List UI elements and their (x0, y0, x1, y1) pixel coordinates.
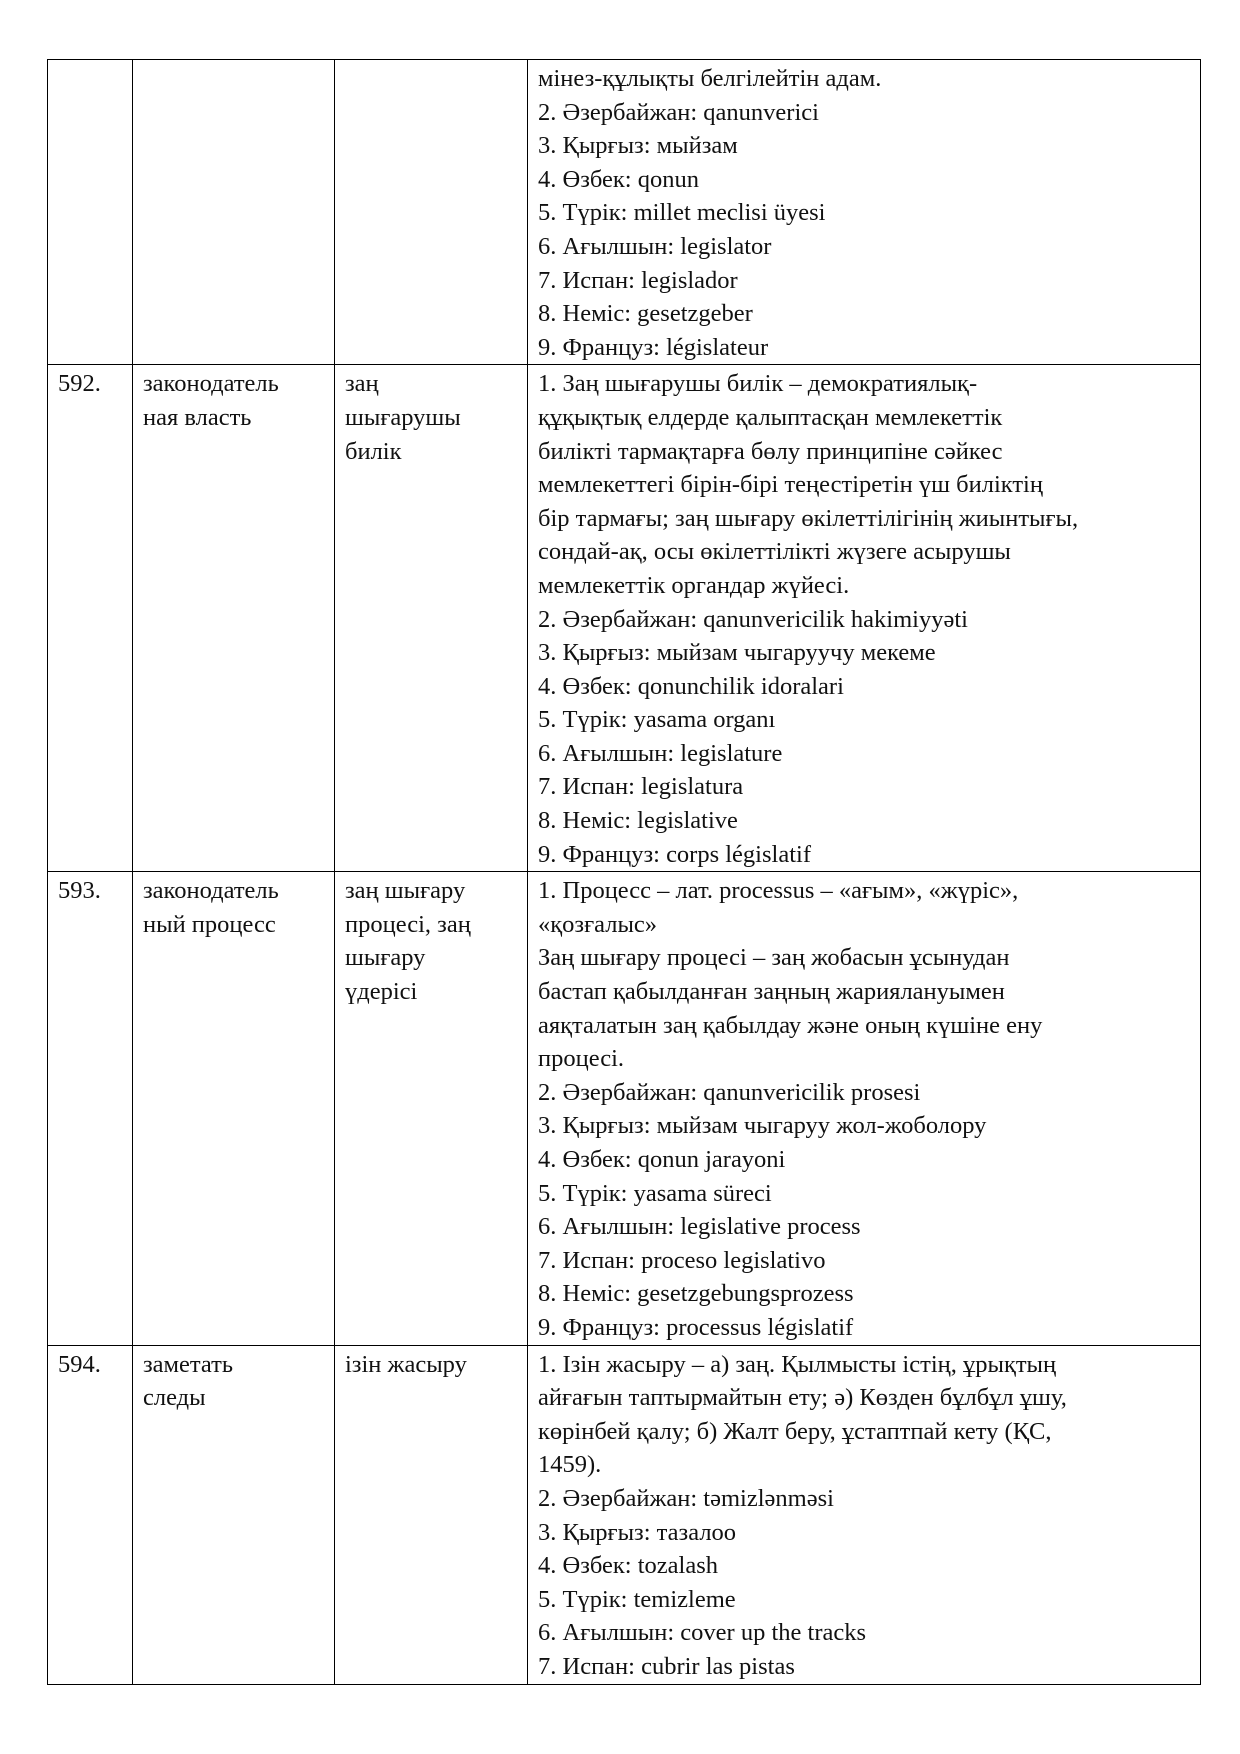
kazakh-term-line: ізін жасыру (345, 1350, 467, 1378)
definition-line: 4. Өзбек: qonun (538, 165, 699, 193)
definition-line: 2. Әзербайжан: qanunverici (538, 98, 819, 126)
dictionary-table (47, 59, 1201, 1685)
definition-cell (528, 365, 1201, 872)
definition-line: мемлекеттік органдар жүйесі. (538, 571, 850, 599)
definition-line: бір тармағы; заң шығару өкілеттілігінің жиынтығы, (538, 504, 1079, 532)
definition-line: аяқталатын заң қабылдау және оның күшіне ену (538, 1011, 1043, 1039)
entry-number-cell (48, 365, 133, 872)
entry-number: 594. (58, 1350, 101, 1378)
definition-line: 8. Неміс: legislative (538, 807, 738, 835)
entry-number-cell (48, 872, 133, 1345)
definition-line: 3. Қырғыз: тазалоо (538, 1518, 737, 1546)
definition-line: 6. Ағылшын: legislator (538, 232, 772, 260)
kazakh-term-cell (335, 60, 528, 365)
definition-line: 4. Өзбек: tozalash (538, 1552, 718, 1580)
definition-line: мінез-құлықты белгілейтін адам. (538, 65, 882, 92)
russian-term-line: ный процесс (143, 910, 276, 938)
dictionary-table-body (48, 60, 1201, 1685)
definition-line: бастап қабылданған заңның жариялануымен (538, 978, 1005, 1006)
definition-line: 1459). (538, 1451, 602, 1479)
definition-cell (528, 1345, 1201, 1684)
table-row (48, 60, 1201, 365)
entry-number: 593. (58, 877, 101, 905)
definition-line: 2. Әзербайжан: qanunvericilik prosesi (538, 1078, 921, 1106)
definition-line: мемлекеттегі бірін-бірі теңестіретін үш биліктің (538, 471, 1043, 499)
definition-line: 1. Ізін жасыру – а) заң. Қылмысты істің, ұрықтың (538, 1350, 1057, 1378)
definition-line: 1. Заң шығарушы билік – демократиялық- (538, 370, 978, 398)
kazakh-term-line: процесі, заң (345, 910, 471, 938)
definition-line: 9. Француз: corps législatif (538, 840, 811, 868)
kazakh-term-cell (335, 872, 528, 1345)
russian-term-cell (133, 1345, 335, 1684)
table-row (48, 872, 1201, 1345)
entry-number: 592. (58, 370, 101, 398)
definition-line: 5. Түрік: millet meclisi üyesi (538, 199, 826, 227)
definition-line: 4. Өзбек: qonunchilik idoralari (538, 672, 844, 700)
kazakh-term-cell (335, 1345, 528, 1684)
definition-line: Заң шығару процесі – заң жобасын ұсынудан (538, 944, 1010, 972)
kazakh-term-line: заң шығару (345, 877, 466, 905)
definition-line: 9. Француз: législateur (538, 333, 769, 361)
definition-line: 9. Француз: processus législatif (538, 1313, 854, 1341)
kazakh-term-cell (335, 365, 528, 872)
definition-line: 3. Қырғыз: мыйзам чыгаруу жол-жоболору (538, 1112, 987, 1140)
definition-line: билікті тармақтарға бөлу принципіне сәйкес (538, 437, 1003, 465)
definition-line: процесі. (538, 1045, 625, 1073)
kazakh-term-line: үдерісі (345, 978, 418, 1006)
kazakh-term-line: шығару (345, 944, 426, 972)
russian-term-line: следы (143, 1384, 206, 1412)
definition-line: 8. Неміс: gesetzgeber (538, 300, 753, 328)
definition-line: құқықтық елдерде қалыптасқан мемлекеттік (538, 403, 1003, 431)
definition-line: 3. Қырғыз: мыйзам (538, 132, 738, 160)
definition-line: сондай-ақ, осы өкілеттілікті жүзеге асырушы (538, 538, 1011, 566)
definition-line: 4. Өзбек: qonun jarayoni (538, 1146, 786, 1173)
russian-term-cell (133, 872, 335, 1345)
definition-line: 2. Әзербайжан: qanunvericilik hakimiyyəti (538, 605, 968, 633)
definition-line: айғағын таптырмайтын ету; ә) Көзден бұлбұл ұшу, (538, 1384, 1067, 1412)
definition-line: 6. Ағылшын: cover up the tracks (538, 1619, 867, 1647)
kazakh-term-line: заң (345, 370, 379, 398)
definition-line: 7. Испан: legislatura (538, 773, 744, 801)
definition-line: 7. Испан: cubrir las pistas (538, 1652, 795, 1680)
definition-line: «қозғалыс» (538, 910, 658, 938)
kazakh-term-line: шығарушы (345, 403, 461, 431)
table-row (48, 1345, 1201, 1684)
definition-line: 5. Түрік: yasama süreci (538, 1179, 772, 1207)
definition-line: 6. Ағылшын: legislature (538, 739, 783, 767)
russian-term-line: заметать (143, 1350, 234, 1378)
definition-line: 2. Әзербайжан: təmizlənməsi (538, 1484, 834, 1512)
definition-line: 7. Испан: legislador (538, 266, 738, 294)
definition-line: 5. Түрік: temizleme (538, 1585, 736, 1613)
definition-cell (528, 60, 1201, 365)
definition-line: 1. Процесс – лат. processus – «ағым», «жүріс», (538, 877, 1019, 905)
entry-number-cell (48, 1345, 133, 1684)
definition-line: 6. Ағылшын: legislative process (538, 1213, 861, 1241)
kazakh-term-line: билік (345, 437, 402, 465)
definition-line: 3. Қырғыз: мыйзам чыгаруучу мекеме (538, 639, 936, 667)
definition-line: көрінбей қалу; б) Жалт беру, ұстаптпай кету (ҚС, (538, 1417, 1052, 1445)
russian-term-line: ная власть (143, 403, 252, 431)
definition-line: 5. Түрік: yasama organı (538, 706, 776, 734)
definition-line: 8. Неміс: gesetzgebungsprozess (538, 1280, 854, 1308)
russian-term-line: законодатель (143, 370, 279, 398)
entry-number-cell (48, 60, 133, 365)
definition-line: 7. Испан: proceso legislativo (538, 1246, 826, 1274)
definition-cell (528, 872, 1201, 1345)
russian-term-line: законодатель (143, 877, 279, 905)
russian-term-cell (133, 60, 335, 365)
table-row (48, 365, 1201, 872)
russian-term-cell (133, 365, 335, 872)
